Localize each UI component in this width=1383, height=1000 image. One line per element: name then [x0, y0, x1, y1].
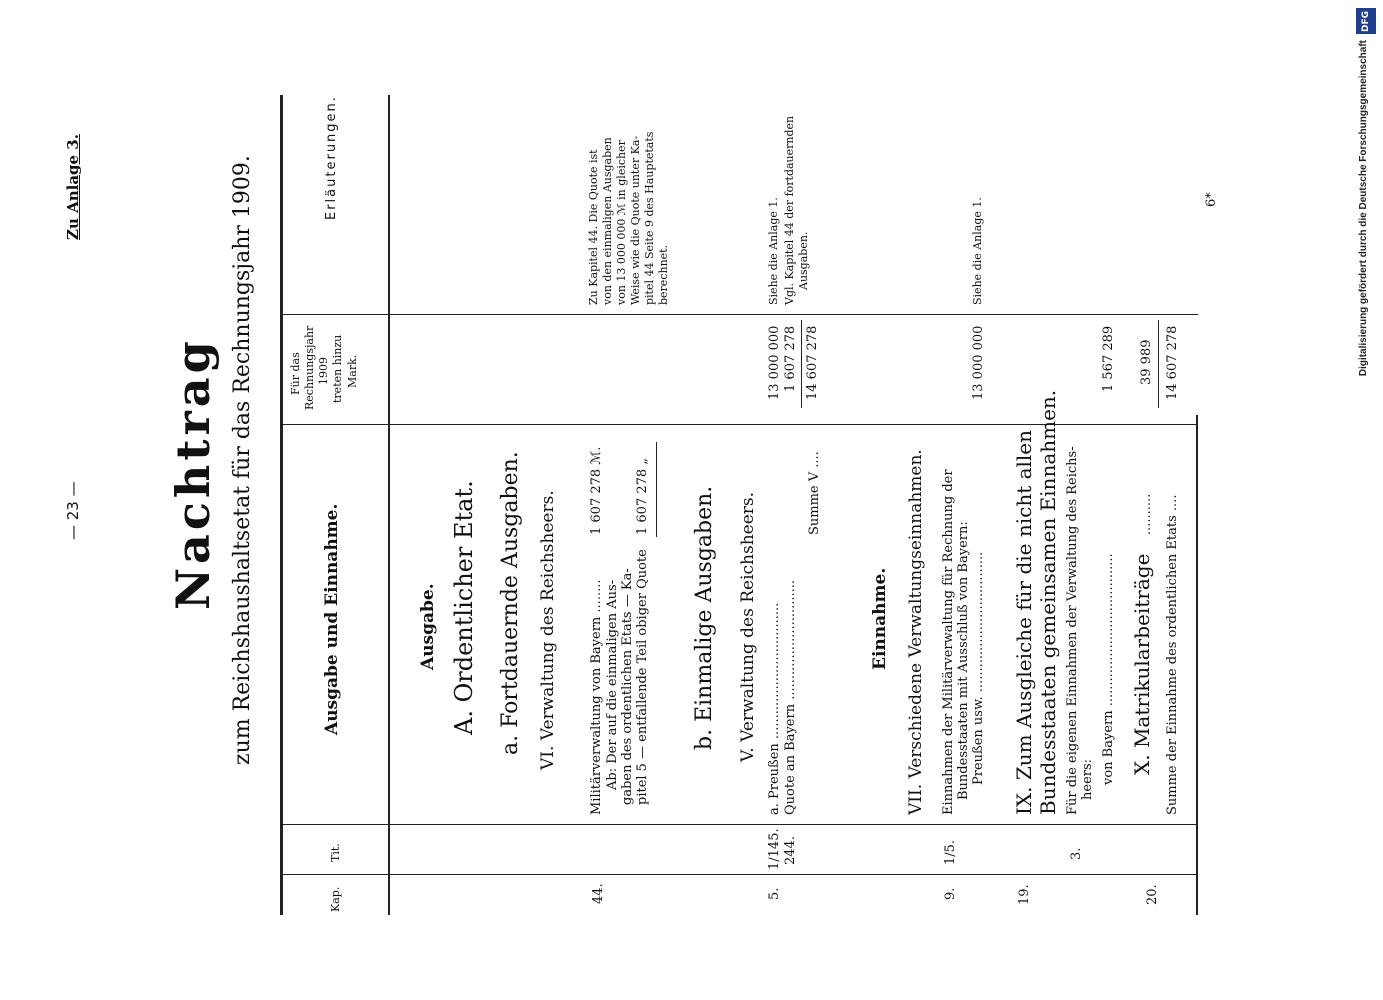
col-header-tit: Tit. [329, 843, 342, 862]
section-a-etat: A. Ordentlicher Etat. [450, 480, 478, 735]
table-top-rule [280, 95, 283, 915]
kap-9: 9. [943, 887, 958, 900]
note44-line-3: von 13 000 000 ℳ in gleicher [615, 140, 628, 305]
table-header-rule [388, 95, 390, 915]
col-header-amount-5: Mark. [346, 354, 359, 388]
amount-kap-19: 1 567 289 [1101, 325, 1116, 392]
x-leader-dots: .......... [1139, 493, 1154, 535]
col-rule-tit [280, 824, 1198, 825]
amount-quote: 1 607 278 [783, 325, 798, 392]
note5-line-1: Siehe die Anlage 1. [767, 197, 780, 305]
section-a-fortdauernd: a. Fortdauernde Ausgaben. [498, 451, 523, 755]
note5-line-3: Ausgaben. [797, 231, 810, 290]
section-ix-line-2: Bundesstaaten gemeinsamen Einnahmen. [1036, 389, 1060, 815]
mil-amount: 1 607 278 ℳ. [589, 446, 604, 535]
section-v: V. Verwaltung des Reichsheers. [738, 491, 758, 762]
eigene-line-2: heers: [1080, 758, 1095, 800]
col-rule-desc [280, 424, 1198, 425]
table-bottom-rule [1196, 415, 1198, 915]
section-einnahme: Einnahme. [870, 567, 890, 670]
einnahmen-line-3: Preußen usw. .................................. [971, 551, 986, 785]
preussen-label: a. Preußen ................................. [767, 602, 782, 815]
eigene-line-1: Für die eigenen Einnahmen der Verwaltung des Reichs- [1065, 446, 1080, 815]
annex-reference: Zu Anlage 3. [64, 134, 82, 240]
note9: Siehe die Anlage 1. [971, 197, 984, 305]
mil-line-1: Militärverwaltung von Bayern ........ [589, 579, 604, 815]
section-ausgabe: Ausgabe. [418, 583, 438, 670]
col-rule-kap [280, 874, 1198, 875]
col-header-amount-2: Rechnungsjahr [303, 325, 316, 410]
kap-44: 44. [591, 883, 606, 904]
note5-line-2: Vgl. Kapitel 44 der fortdauernden [783, 115, 796, 305]
sum-ein-rule [1158, 320, 1159, 408]
summe-v-label: Summe V .... [807, 451, 822, 535]
summe-einnahme-label: Summe der Einnahme des ordentlichen Etats .... [1165, 494, 1180, 815]
section-vi: VI. Verwaltung des Reichsheers. [538, 490, 558, 770]
section-b-einmalig: b. Einmalige Ausgaben. [692, 485, 717, 750]
tit-19: 3. [1069, 847, 1084, 860]
amount-preussen: 13 000 000 [767, 325, 782, 400]
section-vii: VII. Verschiedene Verwaltungseinnahmen. [906, 449, 926, 815]
einnahmen-line-1: Einnahmen der Militärverwaltung für Rechnung der [941, 469, 956, 815]
page-title: Nachtrag [166, 337, 220, 610]
note44-line-1: Zu Kapitel 44. Die Quote ist [587, 149, 600, 305]
section-ix-line-1: IX. Zum Ausgleiche für die nicht allen [1012, 429, 1036, 815]
note44-line-5: pitel 44 Seite 9 des Hauptetats [643, 131, 656, 305]
dfg-logo: DFG [1356, 8, 1376, 34]
note44-line-6: berechnet. [657, 244, 670, 305]
tit-9: 1/5. [943, 839, 958, 865]
kap-20: 20. [1145, 884, 1160, 905]
quote-label: Quote an Bayern ............................. [783, 579, 798, 815]
sheet-mark: 6* [1204, 192, 1219, 207]
col-header-amount-4: treten hinzu [331, 334, 344, 403]
amount-kap-9: 13 000 000 [971, 325, 986, 400]
mil-line-2: Ab: Der auf die einmaligen Aus- [605, 579, 620, 790]
col-header-desc: Ausgabe und Einnahme. [322, 503, 342, 735]
kap-19: 19. [1017, 884, 1032, 905]
tit-5b: 244. [783, 836, 798, 865]
sum-v-rule [801, 320, 802, 408]
tit-5a: 1/145. [767, 828, 782, 870]
mil-amount-2: 1 607 278 „ [635, 457, 650, 535]
col-header-amount-3: 1909 [317, 357, 330, 385]
dfg-stamp [1352, 8, 1380, 400]
amount-kap-20: 39 989 [1139, 339, 1154, 385]
col-header-amount-1: Für das [289, 352, 302, 395]
mil-line-3: gaben des ordentlichen Etats — Ka- [620, 568, 635, 805]
page-subtitle: zum Reichshaushaltsetat für das Rechnungsjahr 1909. [230, 155, 255, 765]
mil-underline [656, 442, 657, 537]
page-number: — 23 — [64, 481, 82, 540]
eigene-line-3: von Bayern ..................................... [1101, 553, 1116, 785]
note44-line-4: Weise wie die Quote unter Ka- [629, 135, 642, 305]
col-rule-amount [280, 314, 1198, 315]
col-header-notes: Erläuterungen. [324, 95, 339, 220]
section-x: X. Matrikularbeiträge [1130, 553, 1154, 775]
note44-line-2: von den einmaligen Ausgaben [601, 137, 614, 305]
einnahmen-line-2: Bundesstaaten mit Ausschluß von Bayern: [956, 521, 971, 800]
kap-5: 5. [767, 887, 782, 900]
mil-line-4: pitel 5 — entfallende Teil obiger Quote [635, 549, 650, 805]
amount-summe-einnahme: 14 607 278 [1165, 325, 1180, 400]
col-header-kap: Kap. [329, 886, 342, 912]
amount-summe-v: 14 607 278 [805, 325, 820, 400]
dfg-stamp-text: Digitalisierung gefördert durch die Deutsche Forschungsgemeinschaft [1358, 40, 1369, 377]
